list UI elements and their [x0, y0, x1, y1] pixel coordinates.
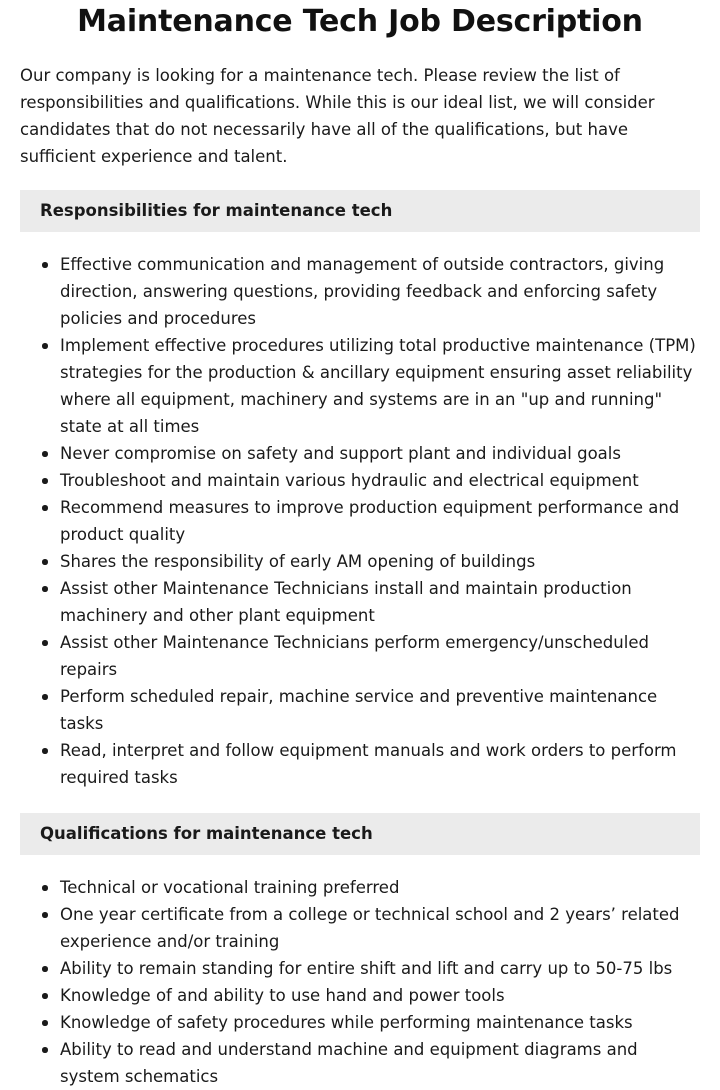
list-item: Recommend measures to improve production equipment performance and product quality	[60, 494, 700, 548]
list-item: Effective communication and management of outside contractors, giving direction, answering questions, providing feedback and enforcing safety policies and procedures	[60, 251, 700, 332]
page-title: Maintenance Tech Job Description	[77, 4, 643, 39]
list-item: Implement effective procedures utilizing total productive maintenance (TPM) strategies for the production & ancillary equipment ensuring asset reliability where all equipment, machinery and systems are in an "up and running" state at all times	[60, 332, 700, 440]
list-item: Perform scheduled repair, machine service and preventive maintenance tasks	[60, 683, 700, 737]
list-item: Knowledge of and ability to use hand and power tools	[60, 982, 700, 1009]
list-item: Shares the responsibility of early AM opening of buildings	[60, 548, 700, 575]
intro-paragraph: Our company is looking for a maintenance tech. Please review the list of responsibilities and qualifications. While this is our ideal list, we will consider candidates that do not necessarily have all of the qualifications, but have sufficient experience and talent.	[20, 66, 655, 166]
list-item: Assist other Maintenance Technicians install and maintain production machinery and other plant equipment	[60, 575, 700, 629]
qualifications-list	[20, 874, 700, 1090]
list-item: Read, interpret and follow equipment manuals and work orders to perform required tasks	[60, 737, 700, 791]
qualifications-heading: Qualifications for maintenance tech	[20, 813, 700, 855]
list-item: One year certificate from a college or technical school and 2 years’ related experience and/or training	[60, 901, 700, 955]
list-item: Ability to remain standing for entire shift and lift and carry up to 50-75 lbs	[60, 955, 700, 982]
list-item: Troubleshoot and maintain various hydraulic and electrical equipment	[60, 467, 700, 494]
responsibilities-heading: Responsibilities for maintenance tech	[20, 190, 700, 232]
responsibilities-list	[20, 251, 700, 791]
list-item: Technical or vocational training preferred	[60, 874, 700, 901]
list-item: Knowledge of safety procedures while performing maintenance tasks	[60, 1009, 700, 1036]
list-item: Assist other Maintenance Technicians perform emergency/unscheduled repairs	[60, 629, 700, 683]
list-item: Never compromise on safety and support plant and individual goals	[60, 440, 700, 467]
list-item: Ability to read and understand machine and equipment diagrams and system schematics	[60, 1036, 700, 1090]
